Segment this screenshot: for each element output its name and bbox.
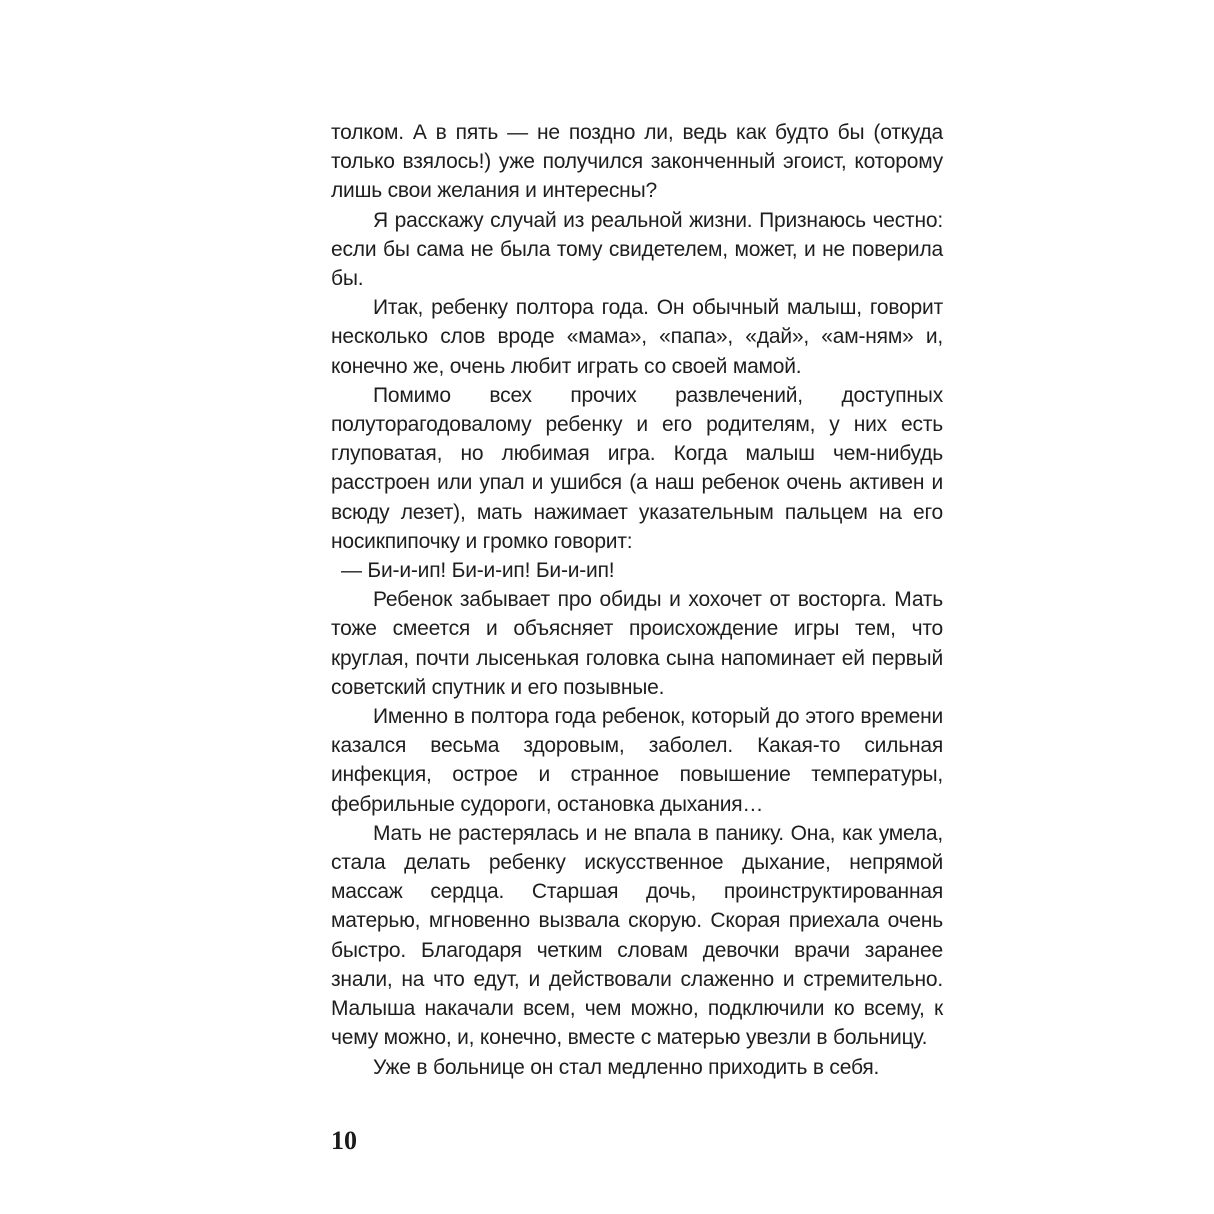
paragraph: Уже в больнице он стал медленно приходить в себя. [373,1055,880,1079]
paragraph: Мать не растерялась и не впала в панику. Она, как умела, стала делать ребенку искусственное дыхание, непрямой массаж сердца. Старшая дочь, проинструктированная матерью, мгновенно вызвала скорую. Скорая приехала очень быстро. Благодаря четким словам девочки врачи заранее знали, на что едут, и действовали слаженно и стремительно. Малыша накачали всем, чем можно, подключили ко всему, к чему можно, и, конечно, вместе с матерью увезли в больницу. [331,821,943,1050]
page-number: 10 [331,1126,357,1155]
paragraph: Именно в полтора года ребенок, который до этого времени казался весьма здоровым, заболел. Какая-то сильная инфекция, острое и странное повышение температуры, фебрильные судороги, остановка дыхания… [331,705,943,816]
paragraph: толком. А в пять — не поздно ли, ведь как будто бы (откуда только взялось!) уже получился законченный эгоист, которому лишь свои желания и интересны? [331,121,943,203]
dialog-line: — Би-и-ип! Би-и-ип! Би-и-ип! [341,559,615,583]
paragraph: Ребенок забывает про обиды и хохочет от восторга. Мать тоже смеется и объясняет происхождение игры тем, что круглая, почти лысенькая головка сына напоминает ей первый советский спутник и его позывные. [331,588,943,699]
paragraph: Помимо всех прочих развлечений, доступных полуторагодовалому ребенку и его родителям, у них есть глуповатая, но любимая игра. Когда малыш чем-нибудь расстроен или упал и ушибся (а наш ребенок очень активен и всюду лезет), мать нажимает указательным пальцем на его носикпипочку и громко говорит: [331,383,943,553]
paragraph: Я расскажу случай из реальной жизни. Признаюсь честно: если бы сама не была тому свидетелем, может, и не поверила бы. [331,208,943,291]
paragraph: Итак, ребенку полтора года. Он обычный малыш, говорит несколько слов вроде «мама», «папа», «дай», «ам-ням» и, конечно же, очень любит играть со своей мамой. [331,296,943,378]
body-text [331,118,943,1082]
